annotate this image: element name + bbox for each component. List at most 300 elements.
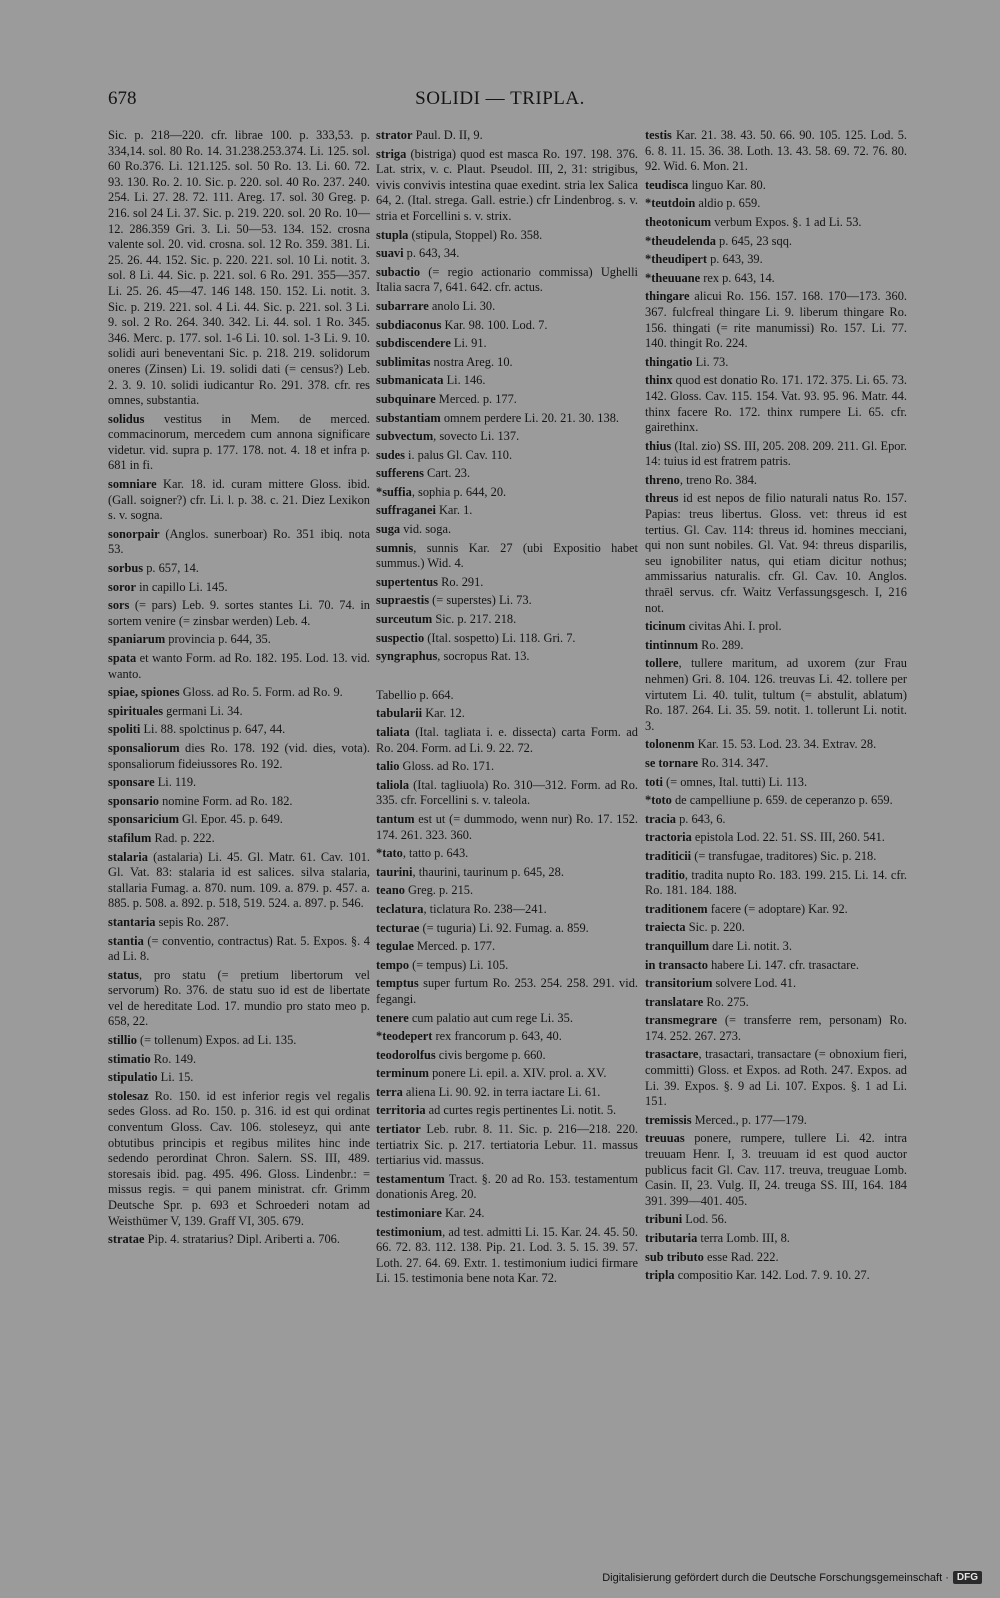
dictionary-entry: [376, 575, 638, 591]
headword: ticinum: [645, 619, 686, 634]
headword: tenere: [376, 1010, 409, 1025]
dictionary-entry: [645, 128, 907, 175]
entry-text: (stipula, Stoppel) Ro. 358.: [408, 227, 543, 242]
dictionary-entry: [376, 759, 638, 775]
headword: subquinare: [376, 391, 436, 406]
entry-text: quod est donatio Ro. 171. 172. 375. Li. 65. 73. 142. Gloss. Cav. 115. 154. Vat. 93. 95. 96. Matr. 44. thinx facere Ro. 172. thinx rumpere Li. 65. cfr. gairethinx.: [645, 373, 907, 435]
entry-text: sepis Ro. 287.: [155, 914, 229, 929]
dictionary-entry: [376, 649, 638, 665]
dictionary-entry: [376, 265, 638, 296]
dictionary-entry: [645, 1268, 907, 1284]
dictionary-entry: [645, 289, 907, 351]
headword: temptus: [376, 976, 419, 991]
headword: suga: [376, 522, 401, 537]
entry-text: Paul. D. II, 9.: [412, 128, 483, 142]
entry-text: Ro. 314. 347.: [698, 755, 769, 770]
dictionary-entry: [108, 850, 370, 912]
dictionary-entry: [376, 246, 638, 262]
dictionary-entry: [108, 632, 370, 648]
dictionary-entry: [645, 995, 907, 1011]
headword: transmegrare: [645, 1013, 718, 1028]
dictionary-entry: [645, 178, 907, 194]
headword: testamentum: [376, 1171, 445, 1186]
dictionary-entry: [376, 883, 638, 899]
entry-text: civitas Ahi. I. prol.: [685, 619, 782, 634]
headword: supertentus: [376, 574, 438, 589]
headword: stratae: [108, 1232, 145, 1247]
dictionary-entry: [376, 812, 638, 843]
dictionary-entry: [645, 793, 907, 809]
dictionary-entry: [376, 1029, 638, 1045]
entry-text: verbum Expos. §. 1 ad Li. 53.: [711, 214, 862, 229]
entry-text: provincia p. 644, 35.: [165, 632, 271, 647]
headword: sufferens: [376, 466, 424, 481]
entry-text: (= transfugae, traditores) Sic. p. 218.: [691, 848, 877, 863]
headword: *theudipert: [645, 252, 707, 267]
entry-text: (= tempus) Li. 105.: [409, 957, 509, 972]
entry-text: (Ital. tagliata i. e. dissecta) carta Form. ad Ro. 204. Form. ad Li. 9. 22. 72.: [376, 725, 638, 755]
column-1: [108, 128, 370, 1251]
dictionary-entry: [645, 234, 907, 250]
dictionary-entry: [108, 915, 370, 931]
entry-text: (Ital. sospetto) Li. 118. Gri. 7.: [424, 630, 576, 645]
entry-text: Sic. p. 218—220. cfr. librae 100. p. 333,53. p. 334,14. sol. 80 Ro. 14. 31.238.253.374. Li. 125. sol. 60 Ro.376. Li. 121.125. sol. 50 Ro. 13. Li. 60. 72. 93. 130. Ro. 2. 10. Sic. p. 220. sol. 40 Ro. 237. 240. 254. Li. 27. 28. 72. 111. Areg. 17. sol. 30 Greg. p. 216. sol 24 Li. 37. Sic. p. 219. 220. sol. 20 Ro. 10—12. 286.359 Gri. 3. Li. 50—53. 134. 152. crosna valente sol. 20. vid. crosna. sol. 12 Ro. 359. 381. Li. 25. 26. 44. 152. Sic. p. 220. 221. sol. 10 Li. notit. 3. sol. 8 Li. 44. Sic. p. 221. sol. 6 Ro. 291. 355—357. Li. 25. 26. 45—47. 146 148. 150. 152. Li. notit. 3. Sic. p. 219. 221. sol. 4 Li. 44. Sic. p. 221. sol. 3 Li. 9. sol. 2 Ro. 264. 340. 342. Li. 44. sol. 1 Ro. 345. 346. Merc. p. 177. sol. 1-6 Li. 10. sol. 1-3 Li. 9. 10. solidi auri beneventani Sic. p. 218. 219. solidorum oneres (Zinsen) Li. 19. solidi dati (= census?) Leb. 2. 3. 9. 10. solidi iudicantur Ro. 291. 378. cfr. res omnes, substantia.: [108, 128, 370, 408]
dictionary-entry: [108, 412, 370, 474]
entry-text: Ro. 150. id est inferior regis vel regalis sedes Gloss. ad Ro. 150. p. 316. id est qui ordinat conventum Gloss. Cav. 106. stoleseyz, qui ante obtutibus principis et regibus milites hinc inde sedendo perordinat Chron. Salern. SS. III, 489. storesais ibid. pag. 495. 496. Gloss. Lindenbr.: = missus regis. = qui panem ministrat. cfr. Grimm Deutsche Spr. p. 693 et Schroederi notam ad Weisthümer V, 139. Graff VI, 305. 679.: [108, 1088, 370, 1228]
headword: spiae, spiones: [108, 685, 180, 700]
headword: tintinnum: [645, 637, 699, 652]
dictionary-entry: [376, 448, 638, 464]
dictionary-entry: [108, 580, 370, 596]
headword: substantiam: [376, 410, 441, 425]
entry-text: Tabellio p. 664.: [376, 687, 454, 702]
dictionary-entry: [645, 868, 907, 899]
dictionary-entry: [645, 958, 907, 974]
headword: subdiaconus: [376, 317, 442, 332]
entry-text: (= transferre rem, personam) Ro. 174. 252. 267. 273.: [645, 1013, 907, 1043]
headword: testis: [645, 128, 672, 142]
headword: tractoria: [645, 830, 692, 845]
entry-text: est ut (= dummodo, wenn nur) Ro. 17. 152. 174. 261. 323. 360.: [376, 811, 638, 842]
entry-text: (= pars) Leb. 9. sortes stantes Li. 70. 74. in sortem venire (= zinsbar werden) Leb. 4.: [108, 598, 370, 628]
entry-text: (= tollenum) Expos. ad Li. 135.: [136, 1033, 297, 1048]
headword: teudisca: [645, 177, 689, 192]
entry-text: cum palatio aut cum rege Li. 35.: [408, 1010, 573, 1025]
headword: sub tributo: [645, 1249, 704, 1264]
dictionary-entry: [376, 958, 638, 974]
dictionary-entry: [645, 439, 907, 470]
dictionary-entry: [645, 638, 907, 654]
dictionary-entry: [108, 561, 370, 577]
entry-text: (Ital. zio) SS. III, 205. 208. 209. 211. Gl. Epor. 14: tuius id est fratrem patris.: [645, 438, 907, 469]
headword: theotonicum: [645, 214, 712, 229]
entry-text: Kar. 12.: [422, 706, 465, 721]
headword: stantaria: [108, 914, 156, 929]
entry-text: , pro statu (= pretium libertorum vel servorum) Ro. 376. de statu suo id est de libertate vel de hereditate Lod. 17. mundio pro stato meo p. 658, 22.: [108, 967, 370, 1029]
entry-text: , tatto p. 643.: [402, 846, 469, 861]
headword: *teodepert: [376, 1029, 433, 1044]
dictionary-entry: [376, 612, 638, 628]
headword: trasactare: [645, 1047, 699, 1062]
dictionary-entry: [376, 411, 638, 427]
dictionary-entry: [108, 722, 370, 738]
headword: teclatura: [376, 901, 424, 916]
entry-text: de campelliune p. 659. de ceperanzo p. 659.: [671, 793, 893, 808]
headword: tremissis: [645, 1112, 692, 1127]
entry-text: , sunnis Kar. 27 (ubi Expositio habet summus.) Wid. 4.: [376, 540, 638, 571]
dictionary-entry: [108, 1033, 370, 1049]
dictionary-entry: [108, 1232, 370, 1248]
dictionary-entry: [376, 976, 638, 1007]
dictionary-entry: [645, 902, 907, 918]
dictionary-entry: [376, 466, 638, 482]
entry-text: Gloss. ad Ro. 171.: [399, 759, 495, 774]
dictionary-entry: [108, 704, 370, 720]
column-2: [376, 128, 638, 1290]
entry-text: Ro. 291.: [437, 574, 484, 589]
headword: syngraphus: [376, 649, 438, 664]
section-gap: [376, 668, 638, 688]
dictionary-entry: [376, 299, 638, 315]
entry-text: compositio Kar. 142. Lod. 7. 9. 10. 27.: [674, 1268, 870, 1283]
headword: se tornare: [645, 755, 699, 770]
dictionary-entry: [376, 631, 638, 647]
headword: thinx: [645, 373, 673, 388]
dictionary-entry: [376, 1048, 638, 1064]
headword: spata: [108, 651, 137, 665]
dictionary-entry: [108, 598, 370, 629]
dictionary-entry: [108, 1070, 370, 1086]
headword: stipulatio: [108, 1070, 158, 1085]
headword: threus: [645, 491, 679, 506]
dictionary-entry: [645, 1250, 907, 1266]
headword: status: [108, 967, 139, 982]
entry-text: Kar. 24.: [441, 1206, 485, 1221]
entry-text: Li. 15.: [157, 1070, 194, 1085]
dictionary-entry: [376, 228, 638, 244]
dictionary-entry: [645, 1113, 907, 1129]
credit-text: Digitalisierung gefördert durch die Deutsche Forschungsgemeinschaft ·: [602, 1571, 949, 1584]
entry-text: Sic. p. 220.: [685, 920, 745, 935]
entry-text: aldio p. 659.: [695, 196, 761, 211]
entry-text: linguo Kar. 80.: [688, 177, 766, 192]
headword: subvectum: [376, 429, 434, 444]
headword: *theuuane: [645, 270, 701, 285]
dictionary-entry: [645, 976, 907, 992]
headword: testimoniare: [376, 1206, 442, 1221]
dictionary-entry: [645, 939, 907, 955]
headword: solidus: [108, 411, 145, 426]
headword: spoliti: [108, 722, 141, 737]
dictionary-entry: [376, 355, 638, 371]
headword: suspectio: [376, 630, 425, 645]
entry-text: (= regio actionario commissa) Ughelli Italia sacra 7, 641. 642. cfr. actus.: [376, 264, 638, 295]
dictionary-entry: [376, 128, 638, 144]
entry-text: (astalaria) Li. 45. Gl. Matr. 61. Cav. 101. Gl. Vat. 83: stalaria id est salices. silva stalaria, stallaria Fumag. a. 870. num. 109. a. 879. p. 457. a. 885. p. 508. a. 892. p. 518, 519. 524. a. 897. p. 546.: [108, 849, 370, 911]
headword: sudes: [376, 447, 405, 462]
entry-text: vestitus in Mem. de merced. commacinorum, mercedem cum annona significare videtur. vid. supra p. 177. 178. not. 4. 18 et infra p. 681 in fi.: [108, 411, 370, 473]
entry-text: Rad. p. 222.: [151, 830, 215, 845]
headword: spaniarum: [108, 632, 166, 647]
dictionary-entry: [645, 1131, 907, 1209]
page-number: 678: [108, 88, 137, 109]
dictionary-entry: [376, 1206, 638, 1222]
dictionary-entry: [108, 812, 370, 828]
entry-text: civis bergome p. 660.: [435, 1047, 546, 1062]
dictionary-entry: [645, 849, 907, 865]
headword: subarrare: [376, 298, 429, 313]
headword: thingare: [645, 289, 690, 304]
dictionary-entry: [645, 473, 907, 489]
entry-text: (Anglos. sunerboar) Ro. 351 ibiq. nota 53.: [108, 526, 370, 557]
dictionary-entry: [376, 1103, 638, 1119]
entry-text: Lod. 56.: [682, 1212, 727, 1227]
entry-text: Li. 73.: [692, 354, 729, 369]
entry-text: Cart. 23.: [423, 466, 471, 481]
dictionary-entry: [645, 756, 907, 772]
entry-text: , sovecto Li. 137.: [433, 429, 520, 444]
entry-text: p. 643, 6.: [675, 811, 726, 826]
headword: stolesaz: [108, 1088, 149, 1103]
headword: thingatio: [645, 354, 693, 369]
dictionary-entry: [376, 503, 638, 519]
entry-text: Pip. 4. stratarius? Dipl. Ariberti a. 706.: [144, 1232, 340, 1247]
dictionary-entry: [376, 318, 638, 334]
headword: somniare: [108, 477, 157, 492]
dictionary-entry: [645, 920, 907, 936]
headword: stalaria: [108, 849, 148, 864]
dictionary-entry: [376, 1085, 638, 1101]
headword: tripla: [645, 1268, 675, 1283]
entry-text: , treno Ro. 384.: [679, 472, 757, 487]
dictionary-entry: [376, 1066, 638, 1082]
headword: *theudelenda: [645, 233, 716, 248]
dictionary-entry: [645, 196, 907, 212]
headword: *tato: [376, 846, 403, 861]
dictionary-entry: [645, 1013, 907, 1044]
dictionary-entry: [108, 934, 370, 965]
entry-text: (= omnes, Ital. tutti) Li. 113.: [662, 774, 808, 789]
dictionary-entry: [108, 1089, 370, 1229]
running-head: SOLIDI — TRIPLA.: [415, 88, 585, 109]
entry-text: Li. 88. spolctinus p. 647, 44.: [140, 722, 286, 737]
entry-text: (bistriga) quod est masca Ro. 197. 198. 376. Lat. strix, v. c. Plaut. Pseudol. III, 2, 31: strigibus, vivis convivis intestina quae exedint. stria lex Salica 64, 2. (Ital. strega. Gall. estrie.) cfr Lindenbrog. s. v. stria et Forcellini s. v. strix.: [376, 146, 638, 223]
dictionary-entry: [376, 147, 638, 225]
headword: tabularii: [376, 706, 423, 721]
entry-text: Kar. 21. 38. 43. 50. 66. 90. 105. 125. Lod. 5. 6. 8. 11. 15. 36. 38. Loth. 13. 43. 58. 69. 72. 76. 80. 92. Wid. 6. Mon. 21.: [645, 128, 907, 174]
entry-text: , sophia p. 644, 20.: [411, 484, 507, 499]
dictionary-entry: [376, 429, 638, 445]
headword: taliola: [376, 777, 410, 792]
headword: *suffia: [376, 484, 412, 499]
headword: spirituales: [108, 703, 164, 718]
headword: suffraganei: [376, 503, 436, 518]
column-3: [645, 128, 907, 1287]
entry-text: i. palus Gl. Cav. 110.: [404, 447, 513, 462]
entry-text: Kar. 1.: [435, 503, 473, 518]
entry-text: aliena Li. 90. 92. in terra iactare Li. 61.: [402, 1084, 601, 1099]
headword: tertiator: [376, 1122, 421, 1137]
dictionary-entry: [376, 392, 638, 408]
dictionary-entry: [376, 846, 638, 862]
dictionary-entry: [108, 794, 370, 810]
dictionary-entry: [645, 491, 907, 616]
entry-text: habere Li. 147. cfr. trasactare.: [707, 957, 860, 972]
dictionary-entry: [645, 737, 907, 753]
entry-text: p. 657, 14.: [143, 561, 199, 576]
entry-text: Tract. §. 20 ad Ro. 153. testamentum donationis Areg. 20.: [376, 1171, 638, 1202]
entry-text: in capillo Li. 145.: [136, 579, 228, 594]
dictionary-entry: [108, 527, 370, 558]
headword: *teutdoin: [645, 196, 696, 211]
headword: treuuas: [645, 1131, 685, 1146]
headword: stillio: [108, 1033, 137, 1048]
dictionary-entry: [645, 1047, 907, 1109]
dictionary-entry: [645, 373, 907, 435]
dictionary-entry: [645, 252, 907, 268]
headword: soror: [108, 579, 136, 594]
dictionary-entry: [645, 619, 907, 635]
entry-text: , socropus Rat. 13.: [437, 649, 530, 664]
dictionary-entry: [108, 128, 370, 409]
headword: tolonenm: [645, 737, 695, 752]
entry-text: esse Rad. 222.: [703, 1249, 779, 1264]
headword: sublimitas: [376, 354, 431, 369]
entry-text: anolo Li. 30.: [428, 298, 496, 313]
dictionary-entry: [645, 775, 907, 791]
headword: stantia: [108, 933, 144, 948]
headword: tollere: [645, 656, 679, 671]
entry-text: Ro. 149.: [150, 1051, 197, 1066]
entry-text: epistola Lod. 22. 51. SS. III, 260. 541.: [691, 830, 885, 845]
entry-text: (= tuguria) Li. 92. Fumag. a. 859.: [419, 920, 589, 935]
entry-text: , thaurini, taurinum p. 645, 28.: [412, 864, 564, 879]
entry-text: nomine Form. ad Ro. 182.: [158, 793, 293, 808]
entry-text: , ad test. admitti Li. 15. Kar. 24. 45. 50. 66. 72. 83. 112. 138. Pip. 21. Lod. 3. 5. 15. 39. 57. Loth. 27. 64. 69. Extr. 1. testimonium iudici firmare Li. 15. testimonia bene nota Kar. 72.: [376, 1224, 638, 1286]
headword: stimatio: [108, 1051, 151, 1066]
dictionary-entry: [376, 522, 638, 538]
entry-text: p. 643, 34.: [403, 246, 460, 261]
headword: tribuni: [645, 1212, 683, 1227]
entry-text: (Ital. tagliuola) Ro. 310—312. Form. ad Ro. 335. cfr. Forcellini s. v. taleola.: [376, 777, 638, 808]
headword: terminum: [376, 1066, 429, 1081]
headword: supraestis: [376, 593, 430, 608]
headword: toti: [645, 774, 663, 789]
entry-text: ponere, rumpere, tullere Li. 42. intra treuuam Henr. I, 3. treuuam id est quod auctor publicus facit Gl. Cav. 117. treuva, treuguae Lomb. Casin. II, 23. Vulg. II, 24. treuga SS. III, 164. 184 391. 399—401. 405.: [645, 1131, 907, 1208]
headword: *toto: [645, 793, 672, 808]
entry-text: Li. 91.: [450, 336, 487, 351]
dictionary-entry: [376, 593, 638, 609]
headword: submanicata: [376, 373, 444, 388]
headword: testimonium: [376, 1224, 443, 1239]
headword: thius: [645, 438, 672, 453]
headword: sponsaricium: [108, 812, 179, 827]
entry-text: p. 645, 23 sqq.: [715, 233, 792, 248]
entry-text: Merced. p. 177.: [435, 391, 517, 406]
entry-text: Kar. 98. 100. Lod. 7.: [441, 317, 548, 332]
dictionary-entry: [376, 336, 638, 352]
dictionary-entry: [376, 706, 638, 722]
headword: terra: [376, 1084, 403, 1099]
headword: sponsare: [108, 775, 155, 790]
headword: stupla: [376, 227, 409, 242]
entry-text: nostra Areg. 10.: [430, 354, 513, 369]
dfg-logo: DFG: [953, 1571, 982, 1584]
dictionary-entry: [376, 1172, 638, 1203]
headword: surceutum: [376, 612, 433, 627]
headword: suavi: [376, 246, 404, 261]
entry-text: vid. soga.: [400, 522, 452, 537]
entry-text: (= superstes) Li. 73.: [429, 593, 532, 608]
entry-text: , ticlatura Ro. 238—241.: [423, 901, 547, 916]
headword: taliata: [376, 725, 410, 739]
dictionary-entry: [645, 215, 907, 231]
dictionary-entry: [376, 541, 638, 572]
dictionary-entry: [376, 1011, 638, 1027]
headword: tempo: [376, 957, 410, 972]
dictionary-entry: [108, 741, 370, 772]
entry-text: germani Li. 34.: [163, 703, 243, 718]
entry-text: alicui Ro. 156. 157. 168. 170—173. 360. 367. fulcfreal thingare Li. 9. liberum thingare Ro. 156. thingati (= rite manumissi) Ro. 157. Li. 77. 140. thingit Ro. 224.: [645, 289, 907, 351]
headword: teano: [376, 883, 405, 898]
headword: in transacto: [645, 957, 708, 972]
entry-text: Gloss. ad Ro. 5. Form. ad Ro. 9.: [179, 685, 343, 700]
headword: sponsario: [108, 793, 159, 808]
digitization-credit: [602, 1571, 982, 1584]
headword: traditionem: [645, 901, 708, 916]
headword: teodorolfus: [376, 1047, 436, 1062]
headword: tantum: [376, 811, 415, 826]
entry-text: Li. 146.: [443, 373, 486, 388]
headword: strator: [376, 128, 413, 142]
dictionary-entry: [376, 1225, 638, 1287]
dictionary-entry: [376, 1122, 638, 1169]
entry-text: dies Ro. 178. 192 (vid. dies, vota). sponsaliorum fideiussores Ro. 192.: [108, 740, 370, 771]
dictionary-entry: [376, 725, 638, 756]
dictionary-entry: [645, 355, 907, 371]
headword: traiecta: [645, 920, 686, 935]
headword: tegulae: [376, 939, 414, 954]
dictionary-entry: [376, 921, 638, 937]
entry-text: Kar. 18. id. curam mittere Gloss. ibid. (Gall. soigner?) cfr. Li. l. p. 38. c. 21. Diez Lexikon s. v. sogna.: [108, 477, 370, 523]
dictionary-entry: [108, 775, 370, 791]
entry-text: Ro. 289.: [698, 637, 744, 652]
entry-text: Sic. p. 217. 218.: [432, 612, 517, 627]
entry-text: Ro. 275.: [703, 994, 749, 1009]
dictionary-entry: [645, 830, 907, 846]
dictionary-entry: [376, 865, 638, 881]
dictionary-entry: [108, 831, 370, 847]
headword: subdiscendere: [376, 336, 451, 351]
headword: transitorium: [645, 976, 713, 991]
entry-text: Leb. rubr. 8. 11. Sic. p. 216—218. 220. tertiatrix Sic. p. 217. tertiatoria Lebur. 11. massus tertiarius vid. massus.: [376, 1122, 638, 1168]
entry-text: facere (= adoptare) Kar. 92.: [707, 901, 848, 916]
entry-text: , tradita nupto Ro. 183. 199. 215. Li. 14. cfr. Ro. 181. 184. 188.: [645, 867, 907, 898]
entry-text: Merced. p. 177.: [413, 939, 496, 954]
headword: stafilum: [108, 830, 152, 845]
entry-text: ponere Li. epil. a. XIV. prol. a. XV.: [429, 1066, 607, 1081]
headword: traditio: [645, 867, 685, 882]
headword: sorbus: [108, 561, 144, 576]
entry-text: super furtum Ro. 253. 254. 258. 291. vid. fegangi.: [376, 976, 638, 1006]
dictionary-entry: [108, 968, 370, 1030]
headword: sors: [108, 598, 130, 613]
headword: tributaria: [645, 1231, 698, 1245]
dictionary-entry: [645, 1212, 907, 1228]
dictionary-entry: [108, 477, 370, 524]
dictionary-entry: [645, 656, 907, 734]
entry-text: Greg. p. 215.: [404, 883, 474, 898]
